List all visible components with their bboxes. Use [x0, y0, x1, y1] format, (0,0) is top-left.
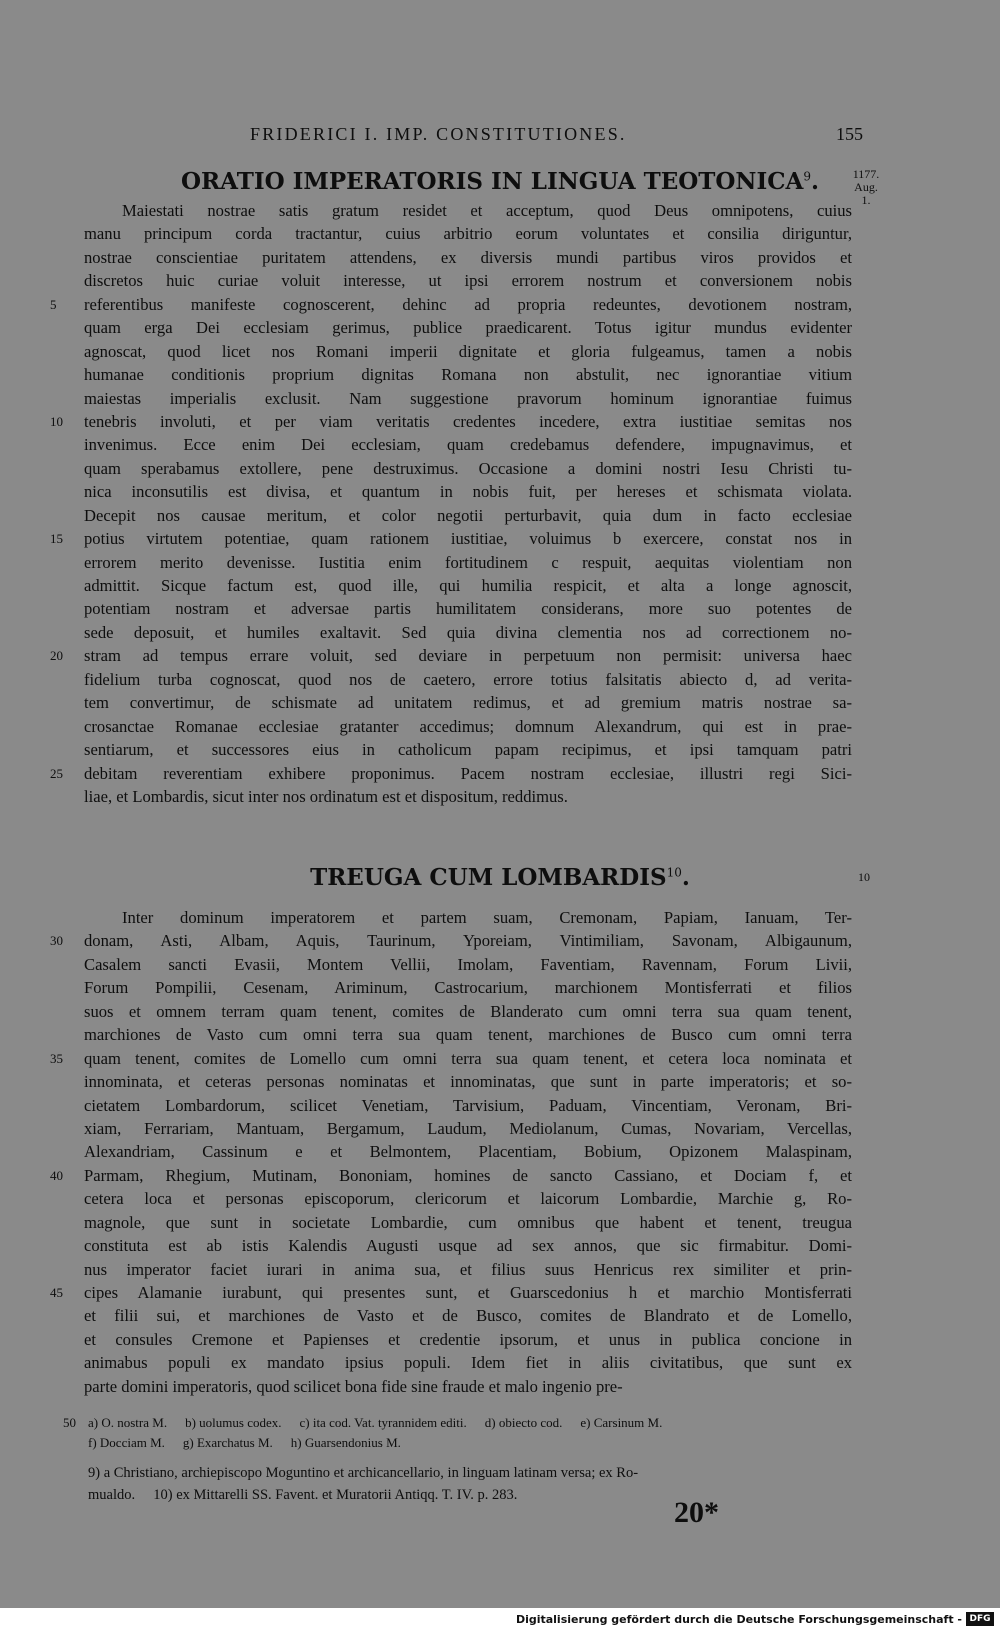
title-footnote-ref: 10 — [666, 865, 682, 880]
text-line — [84, 1351, 852, 1374]
footnote-g: g) Exarchatus M. — [182, 1435, 273, 1450]
text-line — [84, 1234, 852, 1257]
title-footnote-ref: 9 — [803, 169, 812, 184]
text-line — [50, 293, 852, 316]
critical-apparatus — [63, 1413, 852, 1453]
text-line — [84, 222, 852, 245]
footnote-d: d) obiecto cod. — [484, 1415, 563, 1430]
text-line — [84, 269, 852, 292]
line-text: cipes Alamanie iurabunt, qui presentes sunt, et Guarscedonius h et marchio Montisferrati — [84, 1283, 852, 1302]
text-line — [84, 1140, 852, 1163]
source-note-line: mualdo. 10) ex Mittarelli SS. Favent. et Muratorii Antiqq. T. IV. p. 283. — [88, 1487, 518, 1503]
text-line — [84, 1211, 852, 1234]
line-text: Inter dominum imperatorem et partem suam, Cremonam, Papiam, Ianuam, Ter- — [122, 908, 852, 927]
text-line — [84, 246, 852, 269]
text-line — [84, 574, 852, 597]
line-number: 40 — [50, 1167, 63, 1183]
line-text: Parmam, Rhegium, Mutinam, Bononiam, homines de sancto Cassiano, et Dociam f, et — [84, 1165, 852, 1185]
line-text: stram ad tempus errare voluit, sed deviare in perpetuum non permisit: universa haec — [84, 646, 852, 666]
line-text: parte domini imperatoris, quod scilicet bona fide sine fraude et malo ingenio pre- — [84, 1376, 623, 1396]
line-number: 20 — [50, 648, 63, 664]
text-line — [84, 199, 852, 222]
line-text: tenebris involuti, et per viam veritatis credentes incedere, extra iustitiae semitas nos — [84, 411, 852, 431]
line-text: fidelium turba cognoscat, quod nos de caetero, errore totius falsitatis abiecto d, ad verita- — [84, 669, 852, 689]
text-line — [84, 1375, 852, 1398]
section-title-oratio: ORATIO IMPERATORIS IN LINGUA TEOTONICA$^9$. — [180, 168, 820, 195]
line-text: debitam reverentiam exhibere proponimus. Pacem nostram ecclesiae, illustri regi Sici- — [84, 763, 852, 783]
text-line — [84, 597, 852, 620]
text-line — [84, 976, 852, 999]
line-number: 10 — [50, 413, 63, 429]
section-title-treuga: TREUGA CUM LOMBARDIS$^{10}$. — [310, 864, 690, 891]
margin-date-month: Aug. — [854, 180, 878, 194]
text-line — [84, 1304, 852, 1327]
line-text: sede deposuit, et humiles exaltavit. Sed quia divina clementia nos ad correctionem no- — [84, 622, 852, 642]
treuga-text — [50, 906, 852, 1398]
margin-date-day: 1. — [861, 193, 871, 207]
line-text: potentiam nostram et adversae partis humilitatem considerans, more suo potentes de — [84, 599, 852, 619]
footnote-a: a) O. nostra M. — [88, 1415, 168, 1430]
line-number: 15 — [50, 531, 63, 547]
text-line — [84, 433, 852, 456]
footnote-h: h) Guarsendonius M. — [290, 1435, 401, 1450]
text-line — [50, 929, 852, 952]
line-text: Casalem sancti Evasii, Montem Vellii, Imolam, Faventiam, Ravennam, Forum Livii, — [84, 954, 852, 974]
dfg-logo: DFG — [966, 1612, 994, 1626]
line-text: Maiestati nostrae satis gratum residet et acceptum, quod Deus omnipotens, cuius — [122, 201, 852, 220]
text-line — [84, 316, 852, 339]
text-line — [84, 738, 852, 761]
text-line — [50, 1047, 852, 1070]
text-line — [84, 1258, 852, 1281]
line-text: marchiones de Vasto cum omni terra sua quam tenent, marchiones de Busco cum omni terra — [84, 1025, 852, 1045]
text-line — [84, 621, 852, 644]
margin-date-year: 1177. — [852, 167, 880, 181]
line-number: 5 — [50, 296, 57, 312]
line-text: cietatem Lombardorum, scilicet Venetiam, Tarvisium, Paduam, Vincentiam, Veronam, Bri- — [84, 1095, 852, 1115]
line-text: admittit. Sicque factum est, quod ille, qui humilia respicit, et alta a longe agnoscit, — [84, 576, 852, 595]
text-line — [50, 1281, 852, 1304]
footnote-c: c) ita cod. Vat. tyrannidem editi. — [299, 1415, 467, 1430]
line-text: referentibus manifeste cognoscerent, dehinc ad propria redeuntes, devotionem nostram, — [84, 294, 852, 314]
line-text: errorem merito devenisse. Iustitia enim fortitudinem c respuit, aequitas violentiam non — [84, 552, 852, 572]
line-text: manu principum corda tractantur, cuius arbitrio eorum voluntates et consilia diriguntur, — [84, 224, 852, 244]
text-line — [84, 363, 852, 386]
footnote-row — [88, 1433, 852, 1453]
line-text: et filii sui, et marchiones de Vasto et de Busco, comites de Blandrato et de Lomello, — [84, 1306, 852, 1326]
line-number: 30 — [50, 933, 63, 949]
line-number: 25 — [50, 765, 63, 781]
text-line — [84, 1094, 852, 1117]
line-number: 45 — [50, 1285, 63, 1300]
line-number: 35 — [50, 1050, 63, 1066]
text-line — [84, 504, 852, 527]
line-text: quam sperabamus extollere, pene destruximus. Occasione a domini nostri Iesu Christi tu- — [84, 458, 852, 478]
line-text: donam, Asti, Albam, Aquis, Taurinum, Yporeiam, Vintimiliam, Savonam, Albigaunum, — [84, 931, 852, 951]
text-line — [84, 480, 852, 503]
footnote-e: e) Carsinum M. — [580, 1415, 663, 1430]
line-text: discretos huic curiae voluit interesse, ut ipsi errorem nostrum et conversionem nobis — [84, 271, 852, 291]
text-line — [84, 1117, 852, 1140]
text-line — [84, 668, 852, 691]
text-line — [84, 340, 852, 363]
signature-mark: 20* — [674, 1496, 719, 1529]
line-text: agnoscat, quod licet nos Romani imperii dignitate et gloria fulgeamus, tamen a nobis — [84, 341, 852, 361]
line-text: humanae conditionis proprium dignitas Romana non abstulit, nec ignorantiae vitium — [84, 365, 852, 385]
line-text: quam erga Dei ecclesiam gerimus, publice praedicarent. Totus igitur mundus evidenter — [84, 318, 852, 338]
text-line — [84, 906, 852, 929]
section-title-text: ORATIO IMPERATORIS IN LINGUA TEOTONICA — [180, 168, 804, 195]
line-text: tem convertimur, de schismate ad unitatem redimus, et ad gremium matris nostrae sa- — [84, 693, 852, 713]
text-line — [84, 457, 852, 480]
page-number: 155 — [836, 124, 863, 144]
margin-date — [848, 168, 884, 207]
text-line — [50, 762, 852, 785]
text-line — [84, 551, 852, 574]
line-text: innominata, et ceteras personas nominatas et innominatas, que sunt in parte imperatoris; et so- — [84, 1072, 852, 1092]
line-text: Alexandriam, Cassinum e et Belmontem, Placentiam, Bobium, Opizonem Malaspinam, — [84, 1142, 852, 1162]
text-line — [84, 1070, 852, 1093]
line-text: nica inconsutilis est divisa, et quantum in nobis fuit, per hereses et schismata violata. — [84, 482, 852, 502]
oratio-text — [50, 199, 852, 808]
text-line — [84, 1328, 852, 1351]
text-line — [84, 1000, 852, 1023]
line-text: Forum Pompilii, Cesenam, Ariminum, Castrocarium, marchionem Montisferrati et filios — [84, 978, 852, 998]
line-text: animabus populi ex mandato ipsius populi. Idem fiet in aliis civitatibus, que sunt ex — [84, 1353, 852, 1373]
line-text: potius virtutem potentiae, quam rationem iustitiae, voluimus b exercere, constat nos in — [84, 529, 852, 549]
margin-line-number: 10 — [858, 870, 870, 884]
text-line — [84, 953, 852, 976]
text-line — [84, 387, 852, 410]
text-line — [84, 715, 852, 738]
text-line — [50, 1164, 852, 1187]
line-text: invenimus. Ecce enim Dei ecclesiam, quam credebamus defendere, impugnavimus, et — [84, 435, 852, 455]
line-text: constituta est ab istis Kalendis Augusti usque ad sex annos, que sic firmabitur. Domi- — [84, 1236, 852, 1256]
line-text: crosanctae Romanae ecclesiae gratanter accedimus; domnum Alexandrum, qui est in prae- — [84, 716, 852, 736]
line-text: quam tenent, comites de Lomello cum omni terra sua quam tenent, et cetera loca nominata et — [84, 1048, 852, 1068]
text-line — [84, 691, 852, 714]
line-text: suos et omnem terram quam tenent, comites de Blanderato cum omni terra sua quam tenent, — [84, 1001, 852, 1021]
text-line — [50, 410, 852, 433]
line-text: maiestas imperialis exclusit. Nam suggestione pravorum hominum ignorantiae fuimus — [84, 388, 852, 408]
line-text: et consules Cremone et Papienses et credentie ipsorum, et unus in publica concione in — [84, 1329, 852, 1349]
section-title-text: TREUGA CUM LOMBARDIS — [310, 864, 667, 891]
line-text: xiam, Ferrariam, Mantuam, Bergamum, Laudum, Mediolanum, Cumas, Novariam, Vercellas, — [84, 1118, 852, 1138]
text-line — [84, 785, 852, 808]
text-line — [84, 1023, 852, 1046]
line-text: nostrae conscientiae puritatem attendens, ex diversis mundi partibus viros providos et — [84, 247, 852, 267]
footnote-f: f) Docciam M. — [88, 1435, 165, 1450]
line-text: Decepit nos causae meritum, et color negotii perturbavit, quia dum in facto ecclesiae — [84, 505, 852, 525]
source-note-line: 9) a Christiano, archiepiscopo Moguntino et archicancellario, in linguam latinam versa; ex Ro- — [88, 1465, 639, 1481]
line-text: nus imperator faciet iurari in anima sua, et filius suus Henricus rex similiter et prin- — [84, 1259, 852, 1279]
source-notes — [88, 1462, 852, 1506]
digitization-credit: Digitalisierung gefördert durch die Deutsche Forschungsgemeinschaft - — [515, 1613, 962, 1626]
text-line — [84, 1187, 852, 1210]
line-text: magnole, que sunt in societate Lombardie, cum omnibus que habent et tenent, treugua — [84, 1212, 852, 1232]
footnote-b: b) uolumus codex. — [185, 1415, 282, 1430]
line-number: 50 — [63, 1415, 76, 1430]
line-text: liae, et Lombardis, sicut inter nos ordinatum est et dispositum, reddimus. — [84, 786, 568, 806]
text-line — [50, 527, 852, 550]
text-line — [50, 644, 852, 667]
footnote-row — [63, 1413, 852, 1433]
line-text: sentiarum, et successores eius in catholicum papam recipimus, et ipsi tamquam patri — [84, 740, 852, 760]
line-text: cetera loca et personas episcoporum, clericorum et laicorum Lombardie, Marchie g, Ro- — [84, 1189, 852, 1209]
running-header: FRIDERICI I. IMP. CONSTITUTIONES. — [250, 124, 627, 144]
